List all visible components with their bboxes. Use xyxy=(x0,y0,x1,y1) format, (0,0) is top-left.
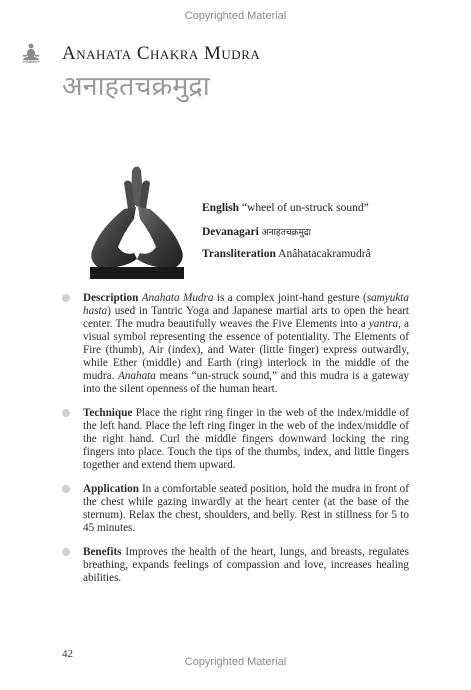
entry-technique xyxy=(62,407,409,472)
entry-description xyxy=(62,292,409,396)
entry-application xyxy=(62,483,409,535)
meta-transliteration xyxy=(202,248,371,260)
devanagari-label: Devanagari xyxy=(202,226,259,238)
english-value: “wheel of un-struck sound” xyxy=(241,202,369,214)
entry-benefits xyxy=(62,546,409,585)
entry-text: In a comfortable seated position, hold the mudra in front of the chest while gazing inwardly at the heart center (at the base of the sternum). Relax the chest, shoulders, and belly. Rest in stillness for 5 to 45 minutes. xyxy=(83,483,409,534)
bullet-icon xyxy=(62,485,70,493)
entry-text: means “un-struck sound,” and this mudra is a gateway into the silent openness of the human heart. xyxy=(83,370,409,395)
entry-label: Technique xyxy=(83,407,133,419)
title-text: Anahata Chakra Mudra xyxy=(62,43,261,64)
entry-text: Anahata xyxy=(117,370,156,382)
devanagari-title: अनाहतचक्रमुद्रा xyxy=(62,71,210,102)
transliteration-value: Anâhatacakramudrâ xyxy=(278,248,371,260)
copyright-footer: Copyrighted Material xyxy=(184,656,287,668)
entry-text: ) used in Tantric Yoga and Japanese martial arts to open the heart center. The mudra beautifully weaves the Five Elements into a xyxy=(83,305,409,330)
bullet-icon xyxy=(62,294,70,302)
page-number: 42 xyxy=(62,648,73,660)
entry-label: Application xyxy=(83,483,139,495)
meditation-figure-icon xyxy=(20,42,42,64)
entry-text: samyukta hasta xyxy=(83,292,409,317)
page-title xyxy=(62,43,260,65)
english-label: English xyxy=(202,202,240,214)
entry-label: Description xyxy=(83,292,139,304)
entry-text: Improves the health of the heart, lungs, and breasts, regulates breathing, expands feelings of compassion and love, increases healing abilities. xyxy=(83,546,409,584)
entry-text: yantra xyxy=(368,318,399,330)
transliteration-label: Transliteration xyxy=(202,248,276,260)
bullet-icon xyxy=(62,409,70,417)
meta-english xyxy=(202,202,369,214)
entry-text: is a complex joint-hand gesture ( xyxy=(213,292,367,304)
entry-text: Anahata Mudra xyxy=(141,292,214,304)
copyright-header: Copyrighted Material xyxy=(184,10,287,22)
entry-list xyxy=(62,292,409,596)
mudra-hands-photo xyxy=(88,163,186,279)
entry-text: , a visual symbol representing the essence of potentiality. The Elements of Fire (thumb), Air (index), and Water (little finger) express outwardly, while Ether (middle) and Earth (ring) interlock in the middle of the mudra. xyxy=(83,318,409,382)
devanagari-value: अनाहतचक्रमुद्रा xyxy=(261,228,311,238)
meta-devanagari xyxy=(202,225,311,238)
entry-text: Place the right ring finger in the web of the index/middle of the left hand. Place the left ring finger in the web of the index/middle of the right hand. Curl the middle fingers downward locking the ring fingers into place. Touch the tips of the thumbs, index, and little fingers together and extend them upward. xyxy=(83,407,409,471)
bullet-icon xyxy=(62,548,70,556)
entry-label: Benefits xyxy=(83,546,122,558)
